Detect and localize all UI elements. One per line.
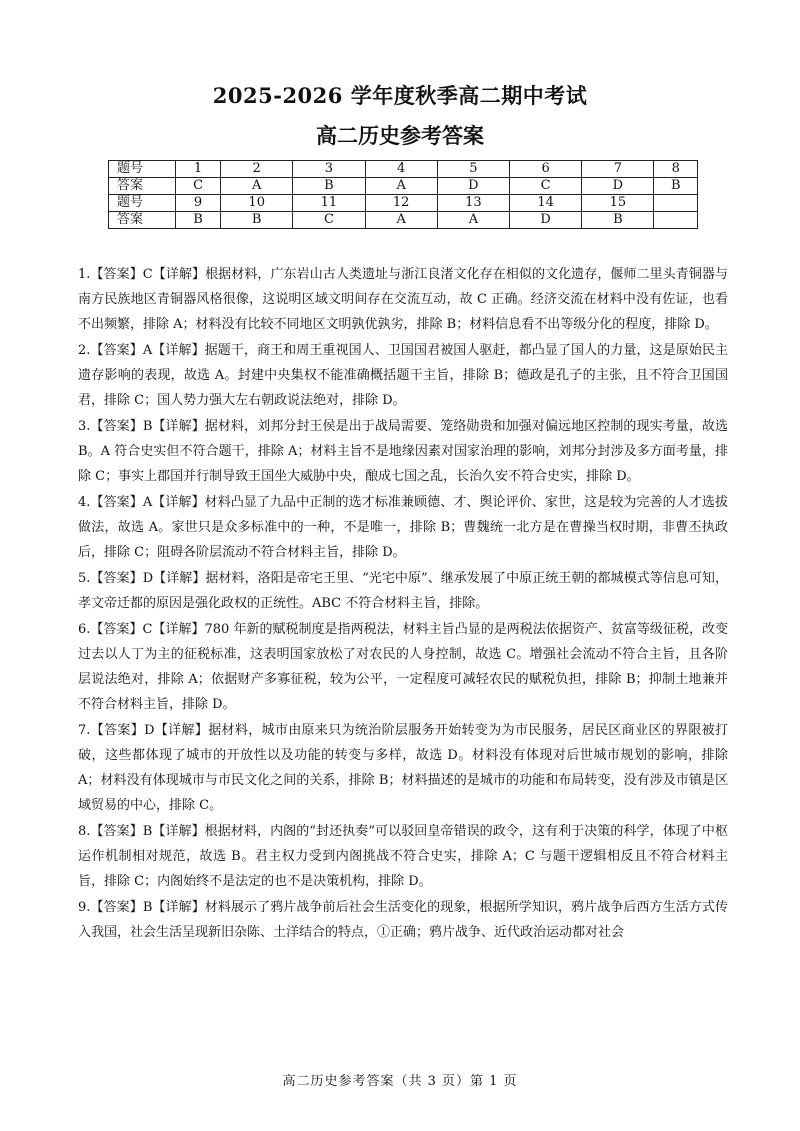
answer-table-cell: B bbox=[176, 212, 221, 229]
answer-table-cell: 4 bbox=[365, 161, 437, 178]
explanation-item: 5.【答案】D【详解】据材料，洛阳是帝宅王里、“光宅中原”、继承发展了中原正统王朝的都城模式等信息可知，孝文帝迁都的原因是强化政权的正统性。ABC 不符合材料主旨，排除。 bbox=[78, 571, 728, 611]
answer-table-cell: 11 bbox=[293, 195, 365, 212]
answer-table-cell: 7 bbox=[582, 161, 654, 178]
page-subtitle: 高二历史参考答案 bbox=[316, 123, 484, 148]
answer-table-cell: 12 bbox=[365, 195, 437, 212]
answer-table-cell: C bbox=[510, 178, 582, 195]
answer-table-cell: B bbox=[293, 178, 365, 195]
answer-table-cell: 14 bbox=[510, 195, 582, 212]
answer-table-cell: B bbox=[582, 212, 654, 229]
explanation-item: 8.【答案】B【详解】根据材料，内阁的“封还执奏”可以驳回皇帝错误的政令，这有利于决策的科学，体现了中枢运作机制相对规范，故选 B。君主权力受到内阁挑战不符合史实，排除 A；C 与题干逻辑相反且不符合材料主旨，排除 C；内阁始终不是法定的也不是决策机构，排除 D。 bbox=[78, 824, 728, 889]
answer-table-row-label: 答案 bbox=[109, 178, 176, 195]
explanation-item: 1.【答案】C【详解】根据材料，广东岩山古人类遗址与浙江良渚文化存在相似的文化遗存，偃师二里头青铜器与南方民族地区青铜器风格很像，这说明区域文明间存在交流互动，故 C 正确。经济交流在材料中没有佐证，也看不出频繁，排除 A；材料没有比较不同地区文明孰优孰劣，排除 B；材料信息看不出等级分化的程度，排除 D。 bbox=[78, 267, 728, 332]
explanation-item: 7.【答案】D【详解】据材料，城市由原来只为统治阶层服务开始转变为为市民服务，居民区商业区的界限被打破，这些都体现了城市的开放性以及功能的转变与多样，故选 D。材料没有体现对后世城市规划的影响，排除 A；材料没有体现城市与市民文化之间的关系，排除 B；材料描述的是城市的功能和布局转变，没有涉及市镇是区域贸易的中心，排除 C。 bbox=[78, 723, 728, 813]
explanation-item: 9.【答案】B【详解】材料展示了鸦片战争前后社会生活变化的现象，根据所学知识，鸦片战争后西方生活方式传入我国，社会生活呈现新旧杂陈、土洋结合的特点，①正确；鸦片战争、近代政治运动都对社会 bbox=[78, 900, 728, 940]
answer-table-cell: B bbox=[221, 212, 293, 229]
explanation-item: 3.【答案】B【详解】据材料，刘邦分封王侯是出于战局需要、笼络勋贵和加强对偏远地区控制的现实考量，故选 B。A 符合史实但不符合题干，排除 A；材料主旨不是地缘因素对国家治理的影响，刘邦分封涉及多方面考量，排除 C；事实上郡国并行制导致王国坐大威胁中央，酿成七国之乱，长治久安不符合史实，排除 D。 bbox=[78, 419, 728, 484]
answer-table-cell: A bbox=[221, 178, 293, 195]
answer-table-cell: 3 bbox=[293, 161, 365, 178]
answer-table-cell: C bbox=[176, 178, 221, 195]
answer-table-cell: A bbox=[365, 178, 437, 195]
answer-table-row bbox=[109, 212, 698, 229]
explanation-item: 2.【答案】A【详解】据题干，商王和周王重视国人、卫国国君被国人驱赶，都凸显了国人的力量，这是原始民主遗存影响的表现，故选 A。封建中央集权不能准确概括题干主旨，排除 B；德政是孔子的主张，且不符合卫国国君，排除 C；国人势力强大左右朝政说法绝对，排除 D。 bbox=[78, 343, 728, 408]
explanations bbox=[78, 262, 728, 946]
answer-table-cell: 15 bbox=[582, 195, 654, 212]
answer-table-row-label: 答案 bbox=[109, 212, 176, 229]
exam-title: 2025-2026 学年度秋季高二期中考试 bbox=[212, 83, 588, 108]
answer-table-cell: C bbox=[293, 212, 365, 229]
answer-table-cell: D bbox=[510, 212, 582, 229]
answer-table-cell: 10 bbox=[221, 195, 293, 212]
page-footer: 高二历史参考答案（共 3 页）第 1 页 bbox=[282, 1074, 518, 1089]
explanation-item: 4.【答案】A【详解】材料凸显了九品中正制的选才标准兼顾德、才、舆论评价、家世，这是较为完善的人才选拔做法，故选 A。家世只是众多标准中的一种，不是唯一，排除 B；曹魏统一北方是在曹操当权时期，非曹丕执政后，排除 C；阻碍各阶层流动不符合材料主旨，排除 D。 bbox=[78, 495, 728, 560]
answer-table-cell: A bbox=[365, 212, 437, 229]
answer-table bbox=[108, 160, 698, 229]
answer-table-cell bbox=[654, 212, 698, 229]
answer-table-cell: 2 bbox=[221, 161, 293, 178]
explanation-item: 6.【答案】C【详解】780 年新的赋税制度是指两税法，材料主旨凸显的是两税法依据资产、贫富等级征税，改变过去以人丁为主的征税标准，这表明国家放松了对农民的人身控制，故选 C。增强社会流动不符合主旨，且各阶层说法绝对，排除 A；依据财产多寡征税，较为公平，一定程度可减轻农民的赋税负担，排除 B；抑制土地兼并不符合材料主旨，排除 D。 bbox=[78, 622, 728, 712]
answer-table-cell: D bbox=[582, 178, 654, 195]
answer-table-row bbox=[109, 195, 698, 212]
answer-table-cell: 9 bbox=[176, 195, 221, 212]
answer-table-cell: D bbox=[437, 178, 509, 195]
answer-table-cell: 8 bbox=[654, 161, 698, 178]
answer-table-cell: 5 bbox=[437, 161, 509, 178]
answer-table-row-label: 题号 bbox=[109, 195, 176, 212]
answer-table-cell: B bbox=[654, 178, 698, 195]
answer-table-cell bbox=[654, 195, 698, 212]
answer-table-row bbox=[109, 178, 698, 195]
answer-table-cell: A bbox=[437, 212, 509, 229]
answer-table-cell: 6 bbox=[510, 161, 582, 178]
answer-table-cell: 1 bbox=[176, 161, 221, 178]
answer-table-cell: 13 bbox=[437, 195, 509, 212]
answer-table-row bbox=[109, 161, 698, 178]
answer-table-row-label: 题号 bbox=[109, 161, 176, 178]
